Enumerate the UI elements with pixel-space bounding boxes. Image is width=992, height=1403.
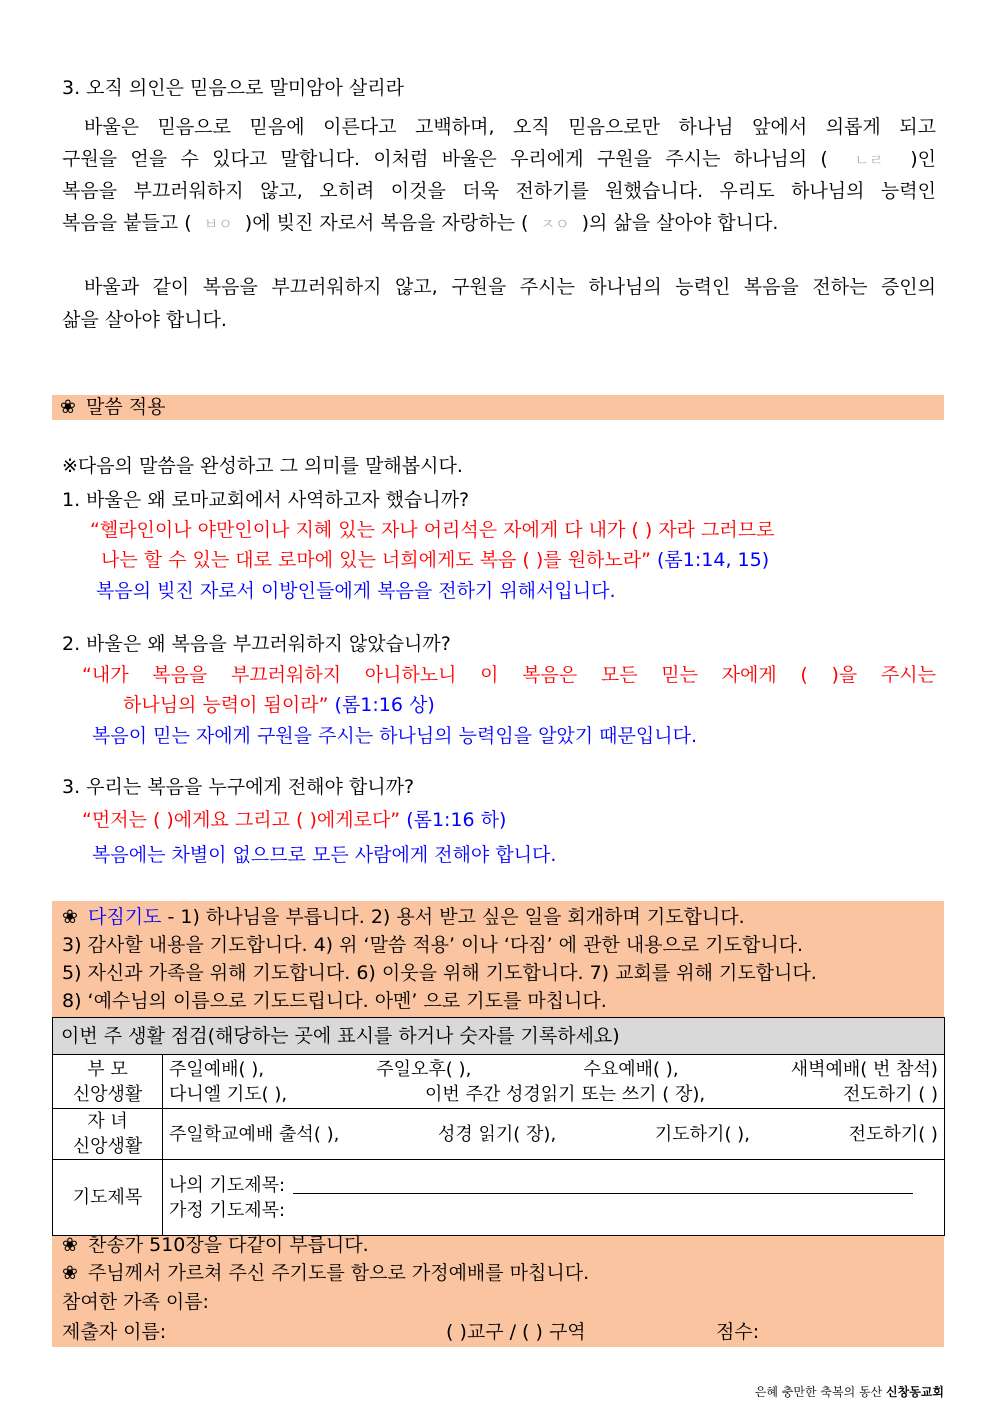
hint-initials: ㅂㅇ <box>203 215 233 233</box>
hint-initials: ㄴㄹ <box>854 151 884 169</box>
parents-label: 부 모 신앙생활 <box>53 1055 163 1109</box>
answer-text: 복음이 믿는 자에게 구원을 주시는 하나님의 능력임을 알았기 때문입니다. <box>92 725 697 747</box>
hint-initials: ㅈㅇ <box>540 215 570 233</box>
prayer-title: 다짐기도 <box>88 906 162 928</box>
submitter-field[interactable]: 제출자 이름: <box>62 1321 167 1343</box>
prayer-input-line[interactable] <box>293 1177 913 1194</box>
closing-line: ❀ 찬송가 510장을 다같이 부릅니다. <box>62 1231 369 1259</box>
paragraph-line: 바울과 같이 복음을 부끄러워하지 않고, 구원을 주시는 하나님의 능력인 복음을 전하는 증인의 <box>84 276 936 298</box>
checklist-header: 이번 주 생활 점검(해당하는 곳에 표시를 하거나 숫자를 기록하세요) <box>53 1018 945 1055</box>
prayer-line: 3) 감사할 내용을 기도합니다. 4) 위 ‘말씀 적용’ 이나 ‘다짐’ 에 관한 내용으로 기도합니다. <box>62 934 804 956</box>
parents-checklist[interactable]: 주일예배( ), 주일오후( ), 수요예배( ), 새벽예배( 번 참석) 다니엘 기도( ), 이번 주간 성경읽기 또는 쓰기 ( 장), 전도하기 ( ) <box>163 1055 945 1109</box>
footer <box>755 1383 944 1400</box>
section-heading: 3. 오직 의인은 믿음으로 말미암아 살리라 <box>62 77 404 99</box>
verse-line: 하나님의 능력이 됨이라” (롬1:16 상) <box>123 694 435 716</box>
apply-section-title: 말씀 적용 <box>86 396 166 418</box>
flower-icon: ❀ <box>60 396 76 418</box>
score-field[interactable]: 점수: <box>716 1321 760 1343</box>
prayer-topics-label: 기도제목 <box>53 1160 163 1236</box>
question-2: 2. 바울은 왜 복음을 부끄러워하지 않았습니까? <box>62 633 451 655</box>
paragraph-line: 바울은 믿음으로 믿음에 이른다고 고백하며, 오직 믿음으로만 하나님 앞에서 의롭게 되고 <box>84 116 936 138</box>
apply-section-band <box>52 395 944 420</box>
prayer-line: 5) 자신과 가족을 위해 기도합니다. 6) 이웃을 위해 기도합니다. 7) 교회를 위해 기도합니다. <box>62 962 817 984</box>
instruction-text: ※다음의 말씀을 완성하고 그 의미를 말해봅시다. <box>62 455 463 477</box>
prayer-topics-field[interactable]: 나의 기도제목: 가정 기도제목: <box>163 1160 945 1236</box>
flower-icon: ❀ <box>62 1262 78 1284</box>
verse-reference: (롬1:16 상) <box>334 694 435 716</box>
children-checklist[interactable]: 주일학교예배 출석( ), 성경 읽기( 장), 기도하기( ), 전도하기( ) <box>163 1109 945 1160</box>
district-field[interactable]: ( )교구 / ( ) 구역 <box>446 1321 586 1343</box>
closing-line: ❀ 주님께서 가르쳐 주신 주기도를 함으로 가정예배를 마칩니다. <box>62 1259 589 1287</box>
weekly-checklist-table <box>52 1017 945 1236</box>
prayer-line: 8) ‘예수님의 이름으로 기도드립니다. 아멘’ 으로 기도를 마칩니다. <box>62 990 607 1012</box>
paragraph-line: 삶을 살아야 합니다. <box>62 309 227 331</box>
verse-line: “먼저는 ( )에게요 그리고 ( )에게로다” (롬1:16 하) <box>82 809 507 831</box>
paragraph-line: 복음을 붙들고 ( ㅂㅇ )에 빚진 자로서 복음을 자랑하는 ( ㅈㅇ )의 삶을 살아야 합니다. <box>62 212 779 234</box>
paragraph-line: 복음을 부끄러워하지 않고, 오히려 이것을 더욱 전하기를 원했습니다. 우리도 하나님의 능력인 <box>62 180 936 202</box>
children-label: 자 녀 신앙생활 <box>53 1109 163 1160</box>
verse-line: 나는 할 수 있는 대로 로마에 있는 너희에게도 복음 ( )를 원하노라” (롬1:14, 15) <box>101 549 770 571</box>
verse-line: “헬라인이나 야만인이나 지혜 있는 자나 어리석은 자에게 다 내가 ( ) 자라 그러므로 <box>90 519 775 541</box>
verse-reference: (롬1:14, 15) <box>657 549 770 571</box>
question-3: 3. 우리는 복음을 누구에게 전해야 합니까? <box>62 776 415 798</box>
prayer-line: ❀ 다짐기도 - 1) 하나님을 부릅니다. 2) 용서 받고 싶은 일을 회개하며 기도합니다. <box>62 903 745 931</box>
flower-icon: ❀ <box>62 906 78 928</box>
answer-text: 복음의 빚진 자로서 이방인들에게 복음을 전하기 위해서입니다. <box>96 580 616 602</box>
paragraph-line: 구원을 얻을 수 있다고 말합니다. 이처럼 바울은 우리에게 구원을 주시는 하나님의 ( ㄴㄹ )인 <box>62 148 936 170</box>
family-names-field[interactable]: 참여한 가족 이름: <box>62 1291 209 1313</box>
flower-icon: ❀ <box>62 1234 78 1256</box>
church-name: 신창동교회 <box>886 1385 944 1399</box>
answer-text: 복음에는 차별이 없으므로 모든 사람에게 전해야 합니다. <box>92 844 557 866</box>
question-1: 1. 바울은 왜 로마교회에서 사역하고자 했습니까? <box>62 489 470 511</box>
verse-line: “내가 복음을 부끄러워하지 아니하노니 이 복음은 모든 믿는 자에게 ( )을 주시는 <box>82 664 936 686</box>
footer-motto: 은혜 충만한 축복의 동산 <box>754 1385 883 1399</box>
verse-reference: (롬1:16 하) <box>406 809 507 831</box>
